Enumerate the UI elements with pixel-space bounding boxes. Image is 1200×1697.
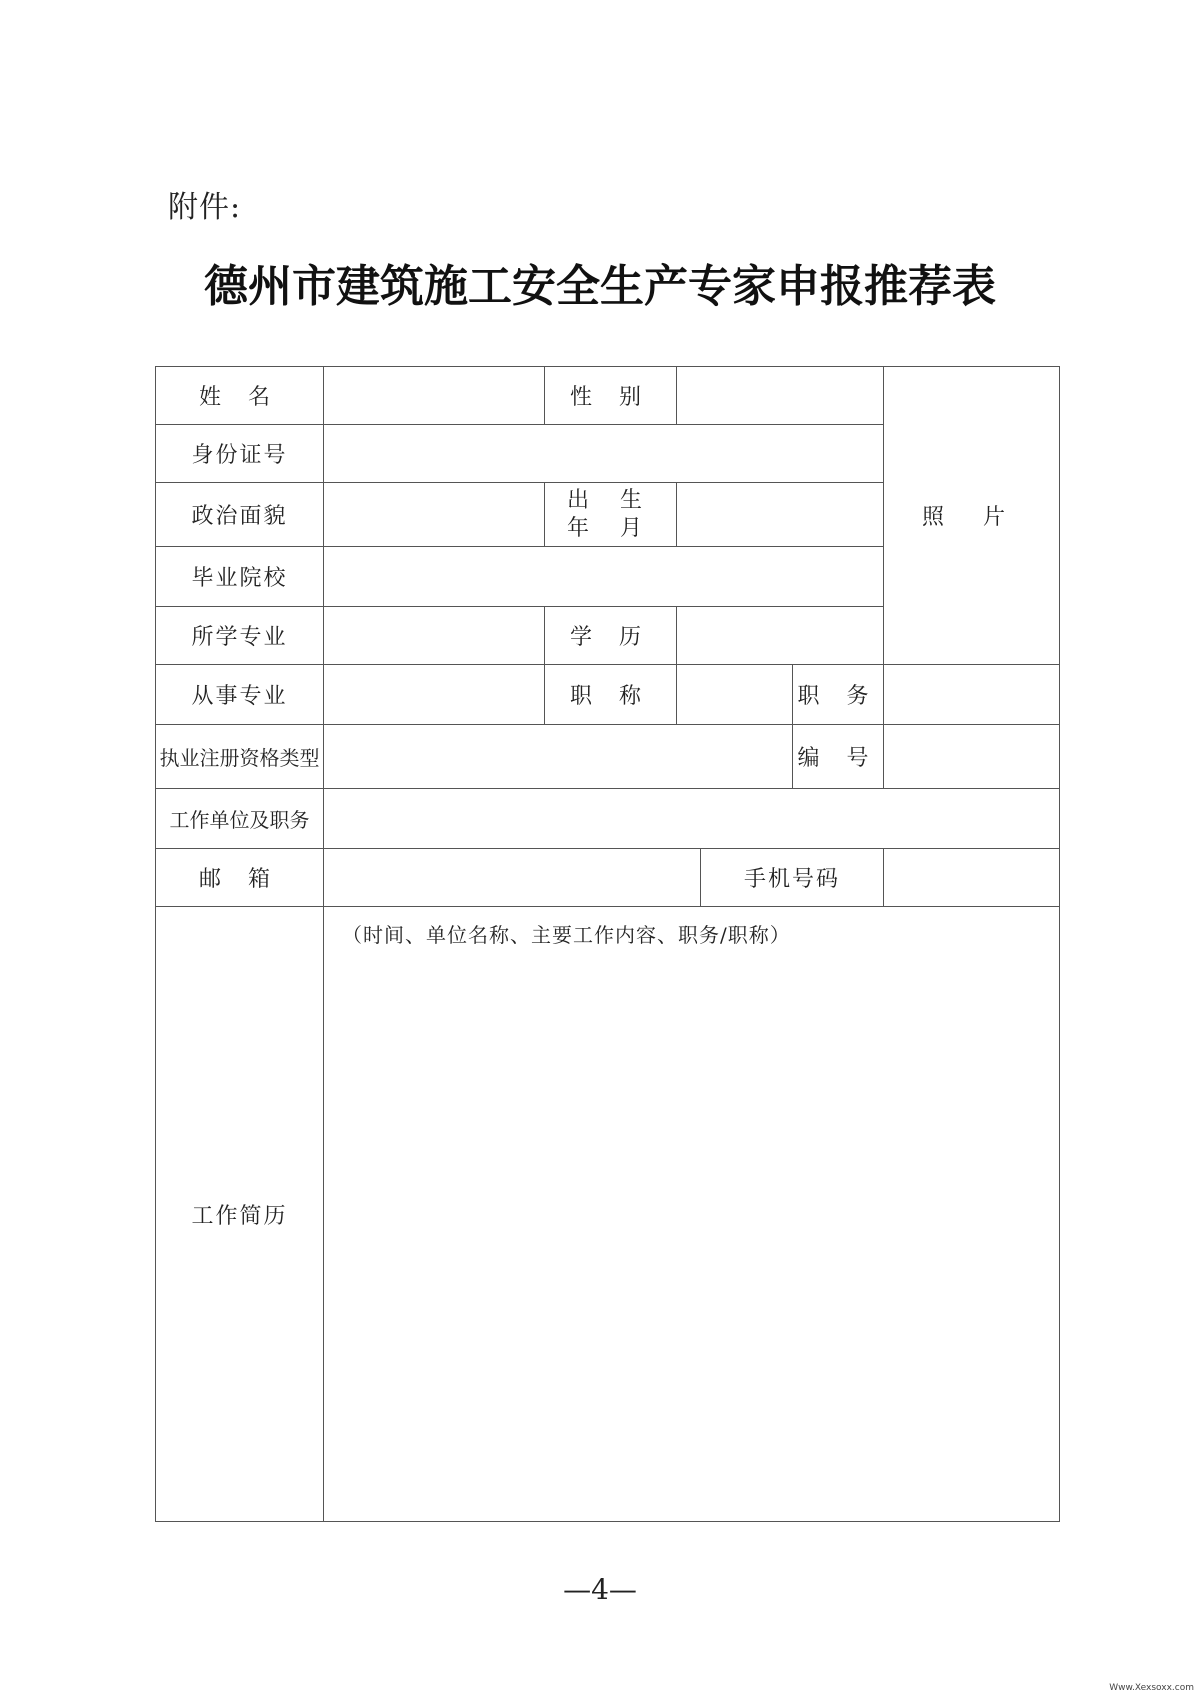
major-label: 所学专业 <box>156 607 324 665</box>
registration-number-field[interactable] <box>884 725 1060 789</box>
page-number: —4— <box>563 1573 637 1606</box>
document-title: 德州市建筑施工安全生产专家申报推荐表 <box>204 261 996 312</box>
birth-date-field[interactable] <box>677 483 884 547</box>
major-field[interactable] <box>324 607 545 665</box>
engaged-specialty-label: 从事专业 <box>156 665 324 725</box>
position-label: 职 务 <box>793 665 884 725</box>
name-label: 姓 名 <box>156 367 324 425</box>
birth-date-label <box>545 483 677 547</box>
id-number-label: 身份证号 <box>156 425 324 483</box>
registration-number-label: 编 号 <box>793 725 884 789</box>
employer-position-label: 工作单位及职务 <box>156 789 324 849</box>
photo-area[interactable]: 照 片 <box>884 367 1060 665</box>
graduate-school-field[interactable] <box>324 547 884 607</box>
professional-title-label: 职 称 <box>545 665 677 725</box>
email-field[interactable] <box>324 849 701 907</box>
application-form-table <box>155 366 1060 1522</box>
graduate-school-label: 毕业院校 <box>156 547 324 607</box>
education-field[interactable] <box>677 607 884 665</box>
position-field[interactable] <box>884 665 1060 725</box>
work-history-field[interactable] <box>324 907 1060 1522</box>
birth-label-line1: 出 生 <box>567 487 654 513</box>
professional-title-field[interactable] <box>677 665 793 725</box>
name-field[interactable] <box>324 367 545 425</box>
birth-label-line2: 年 月 <box>567 515 654 541</box>
gender-field[interactable] <box>677 367 884 425</box>
political-status-label: 政治面貌 <box>156 483 324 547</box>
email-label: 邮 箱 <box>156 849 324 907</box>
attachment-label: 附件: <box>168 190 242 225</box>
work-history-hint: （时间、单位名称、主要工作内容、职务/职称） <box>342 923 791 947</box>
employer-position-field[interactable] <box>324 789 1060 849</box>
work-history-label: 工作简历 <box>156 907 324 1522</box>
registration-type-label: 执业注册资格类型 <box>156 725 324 789</box>
registration-type-field[interactable] <box>324 725 793 789</box>
mobile-label: 手机号码 <box>701 849 884 907</box>
mobile-field[interactable] <box>884 849 1060 907</box>
corner-watermark: Www.Xexsoxx.com <box>1109 1683 1194 1693</box>
id-number-field[interactable] <box>324 425 884 483</box>
education-label: 学 历 <box>545 607 677 665</box>
gender-label: 性 别 <box>545 367 677 425</box>
engaged-specialty-field[interactable] <box>324 665 545 725</box>
political-status-field[interactable] <box>324 483 545 547</box>
